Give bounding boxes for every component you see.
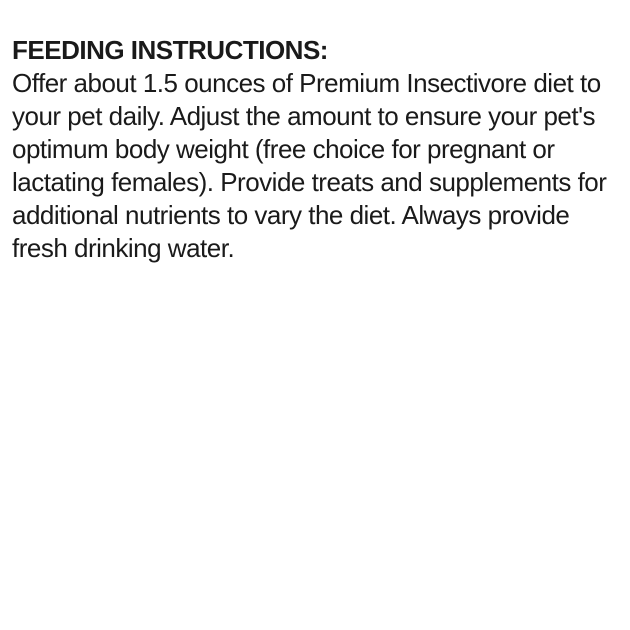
feeding-instructions-line: optimum body weight (free choice for pregnant or [12, 134, 555, 164]
feeding-instructions-line: Offer about 1.5 ounces of Premium Insectivore diet to [12, 68, 601, 98]
feeding-instructions-line: lactating females). Provide treats and supplements for [12, 167, 607, 197]
feeding-instructions-line: fresh drinking water. [12, 233, 235, 263]
feeding-instructions-line: additional nutrients to vary the diet. Always provide [12, 200, 570, 230]
feeding-instructions-line: your pet daily. Adjust the amount to ensure your pet's [12, 101, 596, 131]
feeding-instructions-heading: FEEDING INSTRUCTIONS: [12, 35, 328, 65]
feeding-instructions-label [12, 34, 618, 265]
